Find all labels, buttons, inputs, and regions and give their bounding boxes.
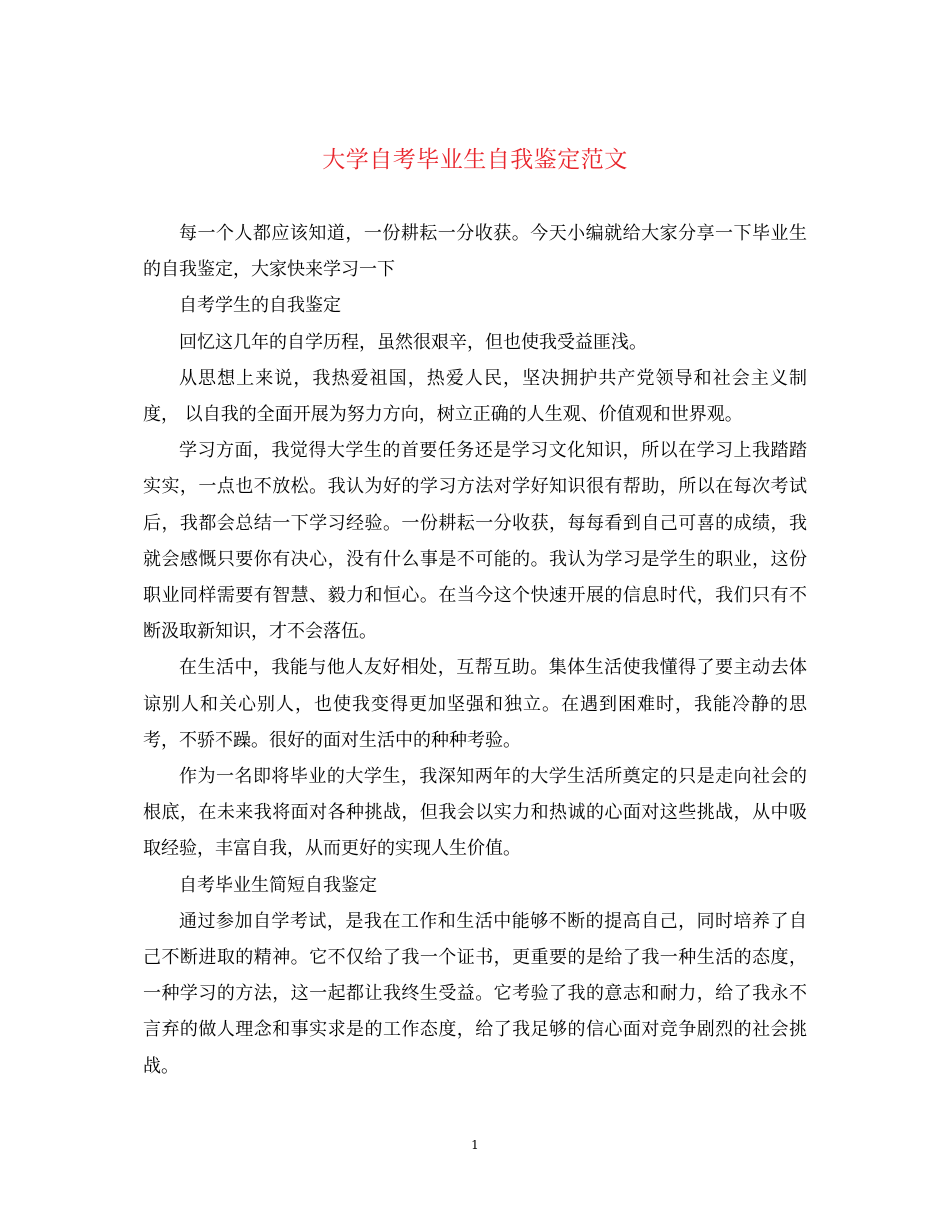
paragraph-study: 学习方面，我觉得大学生的首要任务还是学习文化知识，所以在学习上我踏踏实实，一点也不放松。我认为好的学习方法对学好知识很有帮助，所以在每次考试后，我都会总结一下学习经验。一份耕耘一分收获，每每看到自己可喜的成绩，我就会感慨只要你有决心，没有什么事是不可能的。我认为学习是学生的职业，这份职业同样需要有智慧、毅力和恒心。在当今这个快速开展的信息时代，我们只有不断汲取新知识，才不会落伍。 (143, 440, 807, 643)
section-heading-self-study-student: 自考学生的自我鉴定 (179, 295, 341, 317)
paragraph-recollection: 回忆这几年的自学历程，虽然很艰辛，但也使我受益匪浅。 (179, 331, 647, 353)
document-body (143, 216, 807, 1085)
paragraph-future: 作为一名即将毕业的大学生，我深知两年的大学生活所奠定的只是走向社会的根底，在未来我将面对各种挑战，但我会以实力和热诚的心面对这些挑战，从中吸取经验，丰富自我，从而更好的实现人生价值。 (143, 766, 807, 860)
paragraph-exam-benefits: 通过参加自学考试，是我在工作和生活中能够不断的提高自己，同时培养了自己不断进取的精神。它不仅给了我一个证书，更重要的是给了我一种生活的态度，一种学习的方法，这一起都让我终生受益。它考验了我的意志和耐力，给了我永不言弃的做人理念和事实求是的工作态度，给了我足够的信心面对竞争剧烈的社会挑战。 (143, 910, 807, 1077)
paragraph-ideology: 从思想上来说，我热爱祖国，热爱人民，坚决拥护共产党领导和社会主义制度， 以自我的全面开展为努力方向，树立正确的人生观、价值观和世界观。 (143, 367, 807, 426)
page-number: 1 (471, 1138, 479, 1152)
document-title: 大学自考毕业生自我鉴定范文 (322, 147, 628, 173)
section-heading-brief-appraisal: 自考毕业生简短自我鉴定 (179, 874, 377, 896)
paragraph-intro: 每一个人都应该知道，一份耕耘一分收获。今天小编就给大家分享一下毕业生的自我鉴定，大家快来学习一下 (143, 223, 807, 281)
paragraph-life: 在生活中，我能与他人友好相处，互帮互助。集体生活使我懂得了要主动去体谅别人和关心别人，也使我变得更加坚强和独立。在遇到困难时，我能冷静的思考，不骄不躁。很好的面对生活中的种种考验。 (143, 657, 807, 751)
